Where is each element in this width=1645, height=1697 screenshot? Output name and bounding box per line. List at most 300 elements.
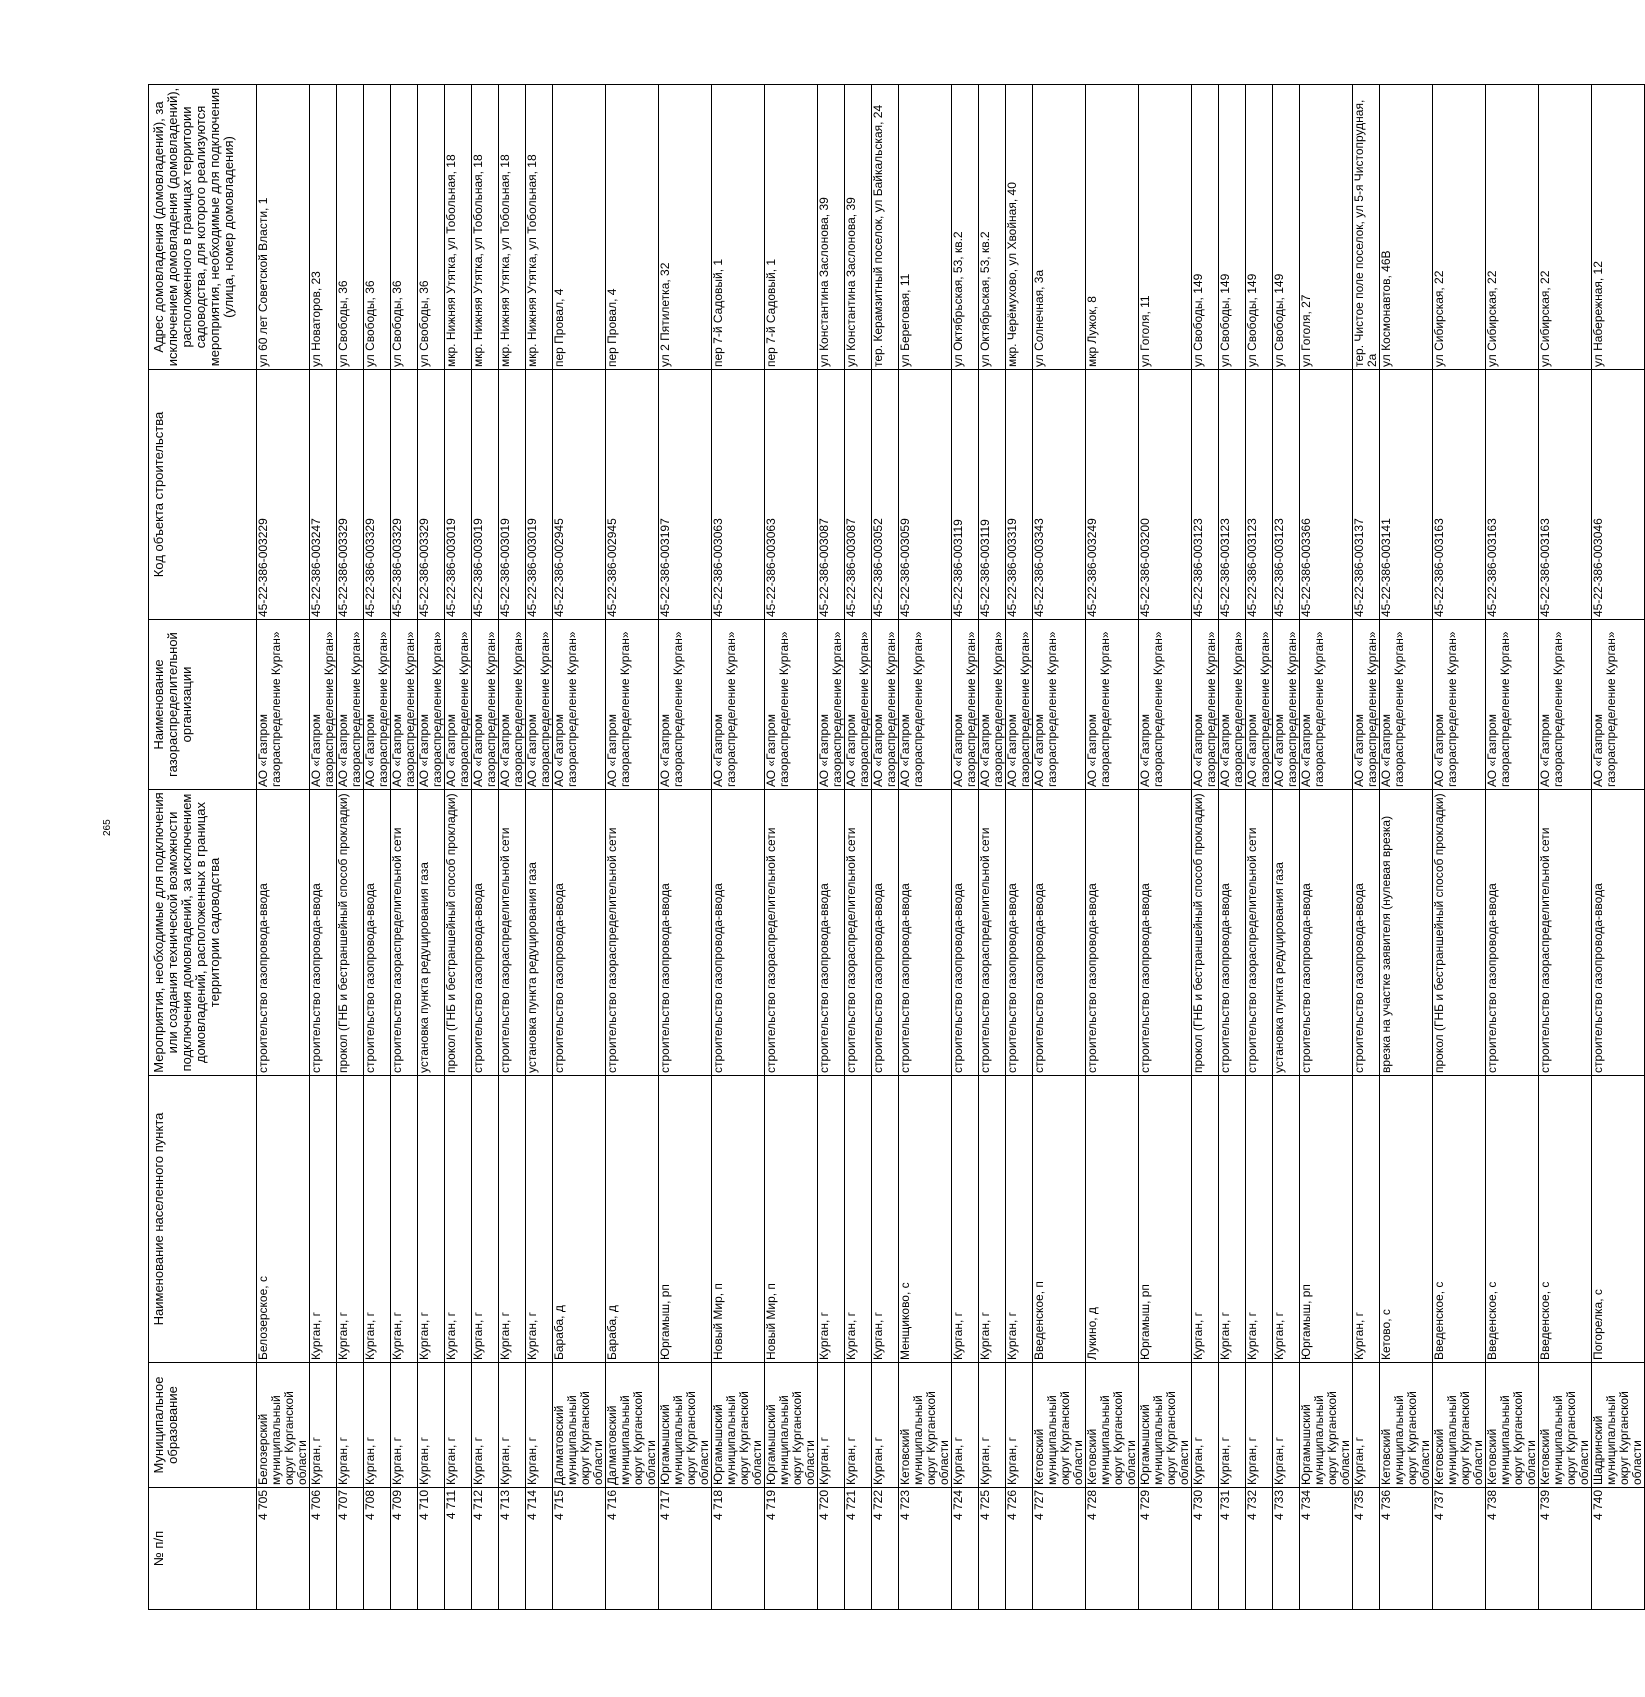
table-row (1486, 85, 1539, 1610)
cell-settlement: Лукино, д (1086, 1076, 1139, 1363)
cell-settlement: Введенское, п (1033, 1076, 1086, 1363)
cell-municipality: Курган, г (1273, 1363, 1300, 1488)
table-row (1353, 85, 1380, 1610)
table-row (1192, 85, 1219, 1610)
cell-address: ул Октябрьская, 53, кв.2 (952, 85, 979, 370)
cell-row-number: 4 713 (499, 1488, 526, 1610)
cell-settlement: Курган, г (1246, 1076, 1273, 1363)
cell-row-number: 4 728 (1086, 1488, 1139, 1610)
cell-object-code: 45-22-386-003123 (1246, 370, 1273, 620)
cell-object-code: 45-22-386-003137 (1353, 370, 1380, 620)
cell-settlement: Белозерское, с (257, 1076, 310, 1363)
cell-settlement: Новый Мир, п (765, 1076, 818, 1363)
cell-object-code: 45-22-386-003366 (1300, 370, 1353, 620)
cell-settlement: Курган, г (445, 1076, 472, 1363)
cell-measure: строительство газораспределительной сети (979, 790, 1006, 1076)
cell-gas-organization: АО «Газпром газораспределение Курган» (899, 620, 952, 790)
cell-row-number: 4 737 (1433, 1488, 1486, 1610)
cell-address: пер 7-й Садовый, 1 (712, 85, 765, 370)
cell-settlement: Введенское, с (1433, 1076, 1486, 1363)
cell-object-code: 45-22-386-003087 (845, 370, 872, 620)
header-cell: Муниципальное образование (149, 1363, 257, 1488)
cell-measure: прокол (ГНБ и бестраншейный способ прокладки) (337, 790, 364, 1076)
cell-object-code: 45-22-386-003197 (659, 370, 712, 620)
cell-object-code: 45-22-386-002945 (553, 370, 606, 620)
cell-measure: строительство газопровода-ввода (712, 790, 765, 1076)
cell-gas-organization: АО «Газпром газораспределение Курган» (818, 620, 845, 790)
cell-gas-organization: АО «Газпром газораспределение Курган» (526, 620, 553, 790)
cell-address: тер. Чистое поле поселок, ул 5-я Чистопрудная, 2а (1353, 85, 1380, 370)
cell-row-number: 4 707 (337, 1488, 364, 1610)
table-row (818, 85, 845, 1610)
cell-address: ул Новаторов, 23 (310, 85, 337, 370)
cell-object-code: 45-22-386-003019 (526, 370, 553, 620)
cell-object-code: 45-22-386-003119 (952, 370, 979, 620)
table-row (391, 85, 418, 1610)
cell-row-number: 4 706 (310, 1488, 337, 1610)
cell-row-number: 4 732 (1246, 1488, 1273, 1610)
table-row (659, 85, 712, 1610)
cell-address: ул Свободы, 36 (337, 85, 364, 370)
cell-address: мкр Лужок, 8 (1086, 85, 1139, 370)
cell-municipality: Кетовский муниципальный округ Курганской области (1539, 1363, 1592, 1488)
table-row (364, 85, 391, 1610)
cell-object-code: 45-22-386-003063 (712, 370, 765, 620)
cell-measure: прокол (ГНБ и бестраншейный способ прокладки) (1433, 790, 1486, 1076)
cell-row-number: 4 733 (1273, 1488, 1300, 1610)
cell-address: ул Константина Заслонова, 39 (845, 85, 872, 370)
table-row (1539, 85, 1592, 1610)
cell-row-number: 4 709 (391, 1488, 418, 1610)
cell-object-code: 45-22-386-003063 (765, 370, 818, 620)
cell-settlement: Курган, г (391, 1076, 418, 1363)
cell-row-number: 4 727 (1033, 1488, 1086, 1610)
cell-row-number: 4 735 (1353, 1488, 1380, 1610)
cell-row-number: 4 712 (472, 1488, 499, 1610)
cell-object-code: 45-22-386-003163 (1486, 370, 1539, 620)
cell-address: ул Солнечная, 3а (1033, 85, 1086, 370)
cell-object-code: 45-22-386-003329 (418, 370, 445, 620)
cell-object-code: 45-22-386-003141 (1380, 370, 1433, 620)
cell-object-code: 45-22-386-003200 (1139, 370, 1192, 620)
cell-address: ул Свободы, 36 (418, 85, 445, 370)
cell-address: ул Свободы, 149 (1219, 85, 1246, 370)
cell-settlement: Курган, г (818, 1076, 845, 1363)
table-row (952, 85, 979, 1610)
cell-address: пер Провал, 4 (553, 85, 606, 370)
cell-municipality: Курган, г (1219, 1363, 1246, 1488)
header-cell: Код объекта строительства (149, 370, 257, 620)
cell-row-number: 4 740 (1592, 1488, 1645, 1610)
cell-measure: строительство газопровода-ввода (310, 790, 337, 1076)
cell-address: ул Свободы, 149 (1192, 85, 1219, 370)
cell-settlement: Введенское, с (1539, 1076, 1592, 1363)
cell-object-code: 45-22-386-003123 (1219, 370, 1246, 620)
cell-row-number: 4 705 (257, 1488, 310, 1610)
cell-row-number: 4 736 (1380, 1488, 1433, 1610)
table-row (1006, 85, 1033, 1610)
cell-row-number: 4 725 (979, 1488, 1006, 1610)
cell-address: мкр. Нижняя Утятка, ул Тобольная, 18 (499, 85, 526, 370)
cell-row-number: 4 722 (872, 1488, 899, 1610)
cell-municipality: Курган, г (310, 1363, 337, 1488)
cell-address: ул Свободы, 149 (1246, 85, 1273, 370)
cell-address: ул Октябрьская, 53, кв.2 (979, 85, 1006, 370)
cell-gas-organization: АО «Газпром газораспределение Курган» (872, 620, 899, 790)
cell-settlement: Курган, г (1192, 1076, 1219, 1363)
cell-object-code: 45-22-386-003343 (1033, 370, 1086, 620)
cell-gas-organization: АО «Газпром газораспределение Курган» (952, 620, 979, 790)
cell-settlement: Курган, г (310, 1076, 337, 1363)
cell-municipality: Курган, г (1246, 1363, 1273, 1488)
cell-measure: строительство газопровода-ввода (1139, 790, 1192, 1076)
cell-gas-organization: АО «Газпром газораспределение Курган» (445, 620, 472, 790)
cell-gas-organization: АО «Газпром газораспределение Курган» (845, 620, 872, 790)
table-row (1300, 85, 1353, 1610)
cell-measure: строительство газопровода-ввода (899, 790, 952, 1076)
header-cell: Наименование газораспределительной организации (149, 620, 257, 790)
cell-gas-organization: АО «Газпром газораспределение Курган» (1033, 620, 1086, 790)
cell-address: ул Свободы, 36 (364, 85, 391, 370)
cell-settlement: Курган, г (499, 1076, 526, 1363)
cell-measure: строительство газопровода-ввода (1353, 790, 1380, 1076)
table-row (1273, 85, 1300, 1610)
cell-gas-organization: АО «Газпром газораспределение Курган» (1353, 620, 1380, 790)
cell-object-code: 45-22-386-003087 (818, 370, 845, 620)
cell-address: тер. Керамзитный поселок, ул Байкальская, 24 (872, 85, 899, 370)
cell-gas-organization: АО «Газпром газораспределение Курган» (659, 620, 712, 790)
cell-object-code: 45-22-386-002945 (606, 370, 659, 620)
cell-measure: строительство газораспределительной сети (1246, 790, 1273, 1076)
cell-gas-organization: АО «Газпром газораспределение Курган» (1273, 620, 1300, 790)
header-cell: № п/п (149, 1488, 257, 1610)
cell-row-number: 4 731 (1219, 1488, 1246, 1610)
cell-object-code: 45-22-386-003019 (499, 370, 526, 620)
cell-municipality: Курган, г (364, 1363, 391, 1488)
cell-gas-organization: АО «Газпром газораспределение Курган» (337, 620, 364, 790)
cell-address: пер 7-й Садовый, 1 (765, 85, 818, 370)
cell-settlement: Бараба, д (606, 1076, 659, 1363)
cell-address: ул 60 лет Советской Власти, 1 (257, 85, 310, 370)
cell-row-number: 4 730 (1192, 1488, 1219, 1610)
gasification-table (148, 84, 1645, 1610)
cell-gas-organization: АО «Газпром газораспределение Курган» (1539, 620, 1592, 790)
cell-object-code: 45-22-386-003119 (979, 370, 1006, 620)
cell-municipality: Кетовский муниципальный округ Курганской области (1086, 1363, 1139, 1488)
cell-municipality: Курган, г (1192, 1363, 1219, 1488)
cell-gas-organization: АО «Газпром газораспределение Курган» (606, 620, 659, 790)
cell-municipality: Юргамышский муниципальный округ Курганской области (765, 1363, 818, 1488)
cell-settlement: Новый Мир, п (712, 1076, 765, 1363)
cell-gas-organization: АО «Газпром газораспределение Курган» (418, 620, 445, 790)
cell-measure: прокол (ГНБ и бестраншейный способ прокладки) (1192, 790, 1219, 1076)
cell-settlement: Курган, г (1273, 1076, 1300, 1363)
cell-municipality: Кетовский муниципальный округ Курганской области (1486, 1363, 1539, 1488)
cell-municipality: Юргамышский муниципальный округ Курганской области (712, 1363, 765, 1488)
table-row (499, 85, 526, 1610)
cell-municipality: Курган, г (445, 1363, 472, 1488)
cell-object-code: 45-22-386-003163 (1539, 370, 1592, 620)
table-row (1433, 85, 1486, 1610)
table-row (553, 85, 606, 1610)
cell-row-number: 4 708 (364, 1488, 391, 1610)
cell-municipality: Далматовский муниципальный округ Курганской области (553, 1363, 606, 1488)
cell-gas-organization: АО «Газпром газораспределение Курган» (310, 620, 337, 790)
cell-object-code: 45-22-386-003329 (337, 370, 364, 620)
cell-object-code: 45-22-386-003329 (364, 370, 391, 620)
cell-measure: строительство газопровода-ввода (1486, 790, 1539, 1076)
cell-object-code: 45-22-386-003046 (1592, 370, 1645, 620)
cell-measure: строительство газопровода-ввода (1592, 790, 1645, 1076)
cell-row-number: 4 715 (553, 1488, 606, 1610)
cell-measure: строительство газопровода-ввода (472, 790, 499, 1076)
cell-measure: строительство газопровода-ввода (1300, 790, 1353, 1076)
cell-row-number: 4 739 (1539, 1488, 1592, 1610)
cell-row-number: 4 734 (1300, 1488, 1353, 1610)
cell-settlement: Бараба, д (553, 1076, 606, 1363)
cell-gas-organization: АО «Газпром газораспределение Курган» (472, 620, 499, 790)
cell-municipality: Курган, г (472, 1363, 499, 1488)
table-row (1246, 85, 1273, 1610)
table-header-row (149, 85, 257, 1610)
cell-measure: строительство газопровода-ввода (952, 790, 979, 1076)
cell-address: ул Сибирская, 22 (1539, 85, 1592, 370)
cell-measure: строительство газопровода-ввода (1219, 790, 1246, 1076)
cell-address: ул Набережная, 12 (1592, 85, 1645, 370)
cell-object-code: 45-22-386-003019 (472, 370, 499, 620)
cell-municipality: Курган, г (418, 1363, 445, 1488)
cell-settlement: Курган, г (872, 1076, 899, 1363)
cell-object-code: 45-22-386-003052 (872, 370, 899, 620)
table-row (257, 85, 310, 1610)
cell-address: ул Константина Заслонова, 39 (818, 85, 845, 370)
cell-measure: строительство газопровода-ввода (1006, 790, 1033, 1076)
cell-measure: установка пункта редуцирования газа (418, 790, 445, 1076)
cell-row-number: 4 729 (1139, 1488, 1192, 1610)
cell-municipality: Далматовский муниципальный округ Курганской области (606, 1363, 659, 1488)
cell-row-number: 4 717 (659, 1488, 712, 1610)
cell-municipality: Курган, г (979, 1363, 1006, 1488)
cell-measure: строительство газораспределительной сети (499, 790, 526, 1076)
cell-municipality: Белозерский муниципальный округ Курганской области (257, 1363, 310, 1488)
cell-settlement: Курган, г (952, 1076, 979, 1363)
cell-settlement: Курган, г (1006, 1076, 1033, 1363)
cell-settlement: Курган, г (1219, 1076, 1246, 1363)
cell-gas-organization: АО «Газпром газораспределение Курган» (979, 620, 1006, 790)
cell-municipality: Курган, г (499, 1363, 526, 1488)
cell-settlement: Курган, г (364, 1076, 391, 1363)
cell-address: ул Свободы, 36 (391, 85, 418, 370)
cell-municipality: Курган, г (818, 1363, 845, 1488)
cell-gas-organization: АО «Газпром газораспределение Курган» (1192, 620, 1219, 790)
cell-settlement: Погорелка, с (1592, 1076, 1645, 1363)
table-row (526, 85, 553, 1610)
cell-municipality: Юргамышский муниципальный округ Курганской области (1139, 1363, 1192, 1488)
cell-object-code: 45-22-386-003163 (1433, 370, 1486, 620)
table-row (445, 85, 472, 1610)
cell-address: ул Береговая, 11 (899, 85, 952, 370)
cell-municipality: Курган, г (952, 1363, 979, 1488)
table-row (765, 85, 818, 1610)
cell-object-code: 45-22-386-003229 (257, 370, 310, 620)
cell-object-code: 45-22-386-003123 (1273, 370, 1300, 620)
cell-settlement: Курган, г (418, 1076, 445, 1363)
table-row (1380, 85, 1433, 1610)
header-cell: Наименование населенного пункта (149, 1076, 257, 1363)
cell-settlement: Курган, г (1353, 1076, 1380, 1363)
cell-gas-organization: АО «Газпром газораспределение Курган» (1300, 620, 1353, 790)
cell-address: ул Сибирская, 22 (1486, 85, 1539, 370)
table-row (1139, 85, 1192, 1610)
cell-settlement: Курган, г (845, 1076, 872, 1363)
table-body (257, 85, 1645, 1610)
cell-measure: строительство газопровода-ввода (659, 790, 712, 1076)
cell-municipality: Курган, г (337, 1363, 364, 1488)
cell-municipality: Курган, г (526, 1363, 553, 1488)
cell-gas-organization: АО «Газпром газораспределение Курган» (1433, 620, 1486, 790)
cell-municipality: Курган, г (391, 1363, 418, 1488)
cell-measure: строительство газопровода-ввода (257, 790, 310, 1076)
page-number: 265 (102, 819, 113, 836)
cell-municipality: Курган, г (872, 1363, 899, 1488)
cell-municipality: Кетовский муниципальный округ Курганской области (1033, 1363, 1086, 1488)
cell-address: мкр. Нижняя Утятка, ул Тобольная, 18 (472, 85, 499, 370)
cell-settlement: Юргамыш, рп (1139, 1076, 1192, 1363)
cell-settlement: Курган, г (472, 1076, 499, 1363)
cell-row-number: 4 723 (899, 1488, 952, 1610)
cell-address: пер Провал, 4 (606, 85, 659, 370)
cell-row-number: 4 721 (845, 1488, 872, 1610)
cell-address: ул 2 Пятилетка, 32 (659, 85, 712, 370)
cell-address: ул Свободы, 149 (1273, 85, 1300, 370)
table-row (606, 85, 659, 1610)
cell-gas-organization: АО «Газпром газораспределение Курган» (1139, 620, 1192, 790)
cell-municipality: Юргамышский муниципальный округ Курганской области (1300, 1363, 1353, 1488)
cell-measure: строительство газопровода-ввода (818, 790, 845, 1076)
cell-object-code: 45-22-386-003059 (899, 370, 952, 620)
cell-settlement: Курган, г (337, 1076, 364, 1363)
cell-municipality: Шадринский муниципальный округ Курганской области (1592, 1363, 1645, 1488)
cell-gas-organization: АО «Газпром газораспределение Курган» (257, 620, 310, 790)
cell-measure: прокол (ГНБ и бестраншейный способ прокладки) (445, 790, 472, 1076)
cell-address: мкр. Черёмухово, ул Хвойная, 40 (1006, 85, 1033, 370)
cell-settlement: Менщиково, с (899, 1076, 952, 1363)
table-row (310, 85, 337, 1610)
cell-measure: установка пункта редуцирования газа (526, 790, 553, 1076)
cell-municipality: Кетовский муниципальный округ Курганской области (899, 1363, 952, 1488)
table-row (872, 85, 899, 1610)
header-cell: Мероприятия, необходимые для подключения или создания технической возможности подключения домовладений, за исключением домовладений, расположенных в границах территории садоводства (149, 790, 257, 1076)
cell-gas-organization: АО «Газпром газораспределение Курган» (765, 620, 818, 790)
cell-gas-organization: АО «Газпром газораспределение Курган» (1219, 620, 1246, 790)
cell-measure: строительство газораспределительной сети (845, 790, 872, 1076)
cell-object-code: 45-22-386-003019 (445, 370, 472, 620)
cell-row-number: 4 726 (1006, 1488, 1033, 1610)
table-row (712, 85, 765, 1610)
cell-gas-organization: АО «Газпром газораспределение Курган» (1380, 620, 1433, 790)
table-row (1086, 85, 1139, 1610)
cell-row-number: 4 711 (445, 1488, 472, 1610)
cell-row-number: 4 718 (712, 1488, 765, 1610)
header-cell: Адрес домовладения (домовладений), за исключением домовладения (домовладений), расположенного в границах территории садоводства, для которого реализуются мероприятия, необходимые для подключения (улица, номер домовладения) (149, 85, 257, 370)
cell-gas-organization: АО «Газпром газораспределение Курган» (499, 620, 526, 790)
table-row (418, 85, 445, 1610)
cell-gas-organization: АО «Газпром газораспределение Курган» (712, 620, 765, 790)
cell-object-code: 45-22-386-003319 (1006, 370, 1033, 620)
cell-measure: строительство газораспределительной сети (765, 790, 818, 1076)
cell-settlement: Кетово, с (1380, 1076, 1433, 1363)
cell-row-number: 4 720 (818, 1488, 845, 1610)
cell-row-number: 4 719 (765, 1488, 818, 1610)
cell-gas-organization: АО «Газпром газораспределение Курган» (391, 620, 418, 790)
cell-object-code: 45-22-386-003329 (391, 370, 418, 620)
cell-measure: врезка на участке заявителя (нулевая врезка) (1380, 790, 1433, 1076)
table-row (472, 85, 499, 1610)
cell-settlement: Введенское, с (1486, 1076, 1539, 1363)
cell-measure: установка пункта редуцирования газа (1273, 790, 1300, 1076)
cell-municipality: Курган, г (1353, 1363, 1380, 1488)
cell-measure: строительство газопровода-ввода (364, 790, 391, 1076)
cell-municipality: Кетовский муниципальный округ Курганской области (1380, 1363, 1433, 1488)
cell-municipality: Курган, г (1006, 1363, 1033, 1488)
table-row (899, 85, 952, 1610)
table-row (845, 85, 872, 1610)
cell-measure: строительство газораспределительной сети (606, 790, 659, 1076)
cell-measure: строительство газораспределительной сети (391, 790, 418, 1076)
table-container (148, 85, 1644, 1610)
cell-measure: строительство газораспределительной сети (1539, 790, 1592, 1076)
cell-settlement: Курган, г (526, 1076, 553, 1363)
cell-object-code: 45-22-386-003123 (1192, 370, 1219, 620)
cell-gas-organization: АО «Газпром газораспределение Курган» (1246, 620, 1273, 790)
cell-gas-organization: АО «Газпром газораспределение Курган» (1006, 620, 1033, 790)
cell-measure: строительство газопровода-ввода (1033, 790, 1086, 1076)
cell-object-code: 45-22-386-003249 (1086, 370, 1139, 620)
cell-object-code: 45-22-386-003247 (310, 370, 337, 620)
cell-settlement: Курган, г (979, 1076, 1006, 1363)
cell-municipality: Кетовский муниципальный округ Курганской области (1433, 1363, 1486, 1488)
cell-gas-organization: АО «Газпром газораспределение Курган» (553, 620, 606, 790)
cell-address: ул Космонавтов, 46В (1380, 85, 1433, 370)
cell-municipality: Курган, г (845, 1363, 872, 1488)
cell-municipality: Юргамышский муниципальный округ Курганской области (659, 1363, 712, 1488)
table-row (1219, 85, 1246, 1610)
table-row (1592, 85, 1645, 1610)
table-row (337, 85, 364, 1610)
cell-gas-organization: АО «Газпром газораспределение Курган» (1086, 620, 1139, 790)
cell-address: мкр. Нижняя Утятка, ул Тобольная, 18 (526, 85, 553, 370)
cell-address: ул Гоголя, 27 (1300, 85, 1353, 370)
cell-address: мкр. Нижняя Утятка, ул Тобольная, 18 (445, 85, 472, 370)
cell-row-number: 4 714 (526, 1488, 553, 1610)
cell-address: ул Гоголя, 11 (1139, 85, 1192, 370)
cell-gas-organization: АО «Газпром газораспределение Курган» (1592, 620, 1645, 790)
cell-row-number: 4 710 (418, 1488, 445, 1610)
cell-row-number: 4 738 (1486, 1488, 1539, 1610)
cell-address: ул Сибирская, 22 (1433, 85, 1486, 370)
cell-settlement: Юргамыш, рп (1300, 1076, 1353, 1363)
cell-row-number: 4 724 (952, 1488, 979, 1610)
cell-measure: строительство газопровода-ввода (553, 790, 606, 1076)
table-row (979, 85, 1006, 1610)
cell-gas-organization: АО «Газпром газораспределение Курган» (1486, 620, 1539, 790)
cell-row-number: 4 716 (606, 1488, 659, 1610)
table-row (1033, 85, 1086, 1610)
cell-measure: строительство газопровода-ввода (1086, 790, 1139, 1076)
cell-measure: строительство газопровода-ввода (872, 790, 899, 1076)
cell-gas-organization: АО «Газпром газораспределение Курган» (364, 620, 391, 790)
cell-settlement: Юргамыш, рп (659, 1076, 712, 1363)
